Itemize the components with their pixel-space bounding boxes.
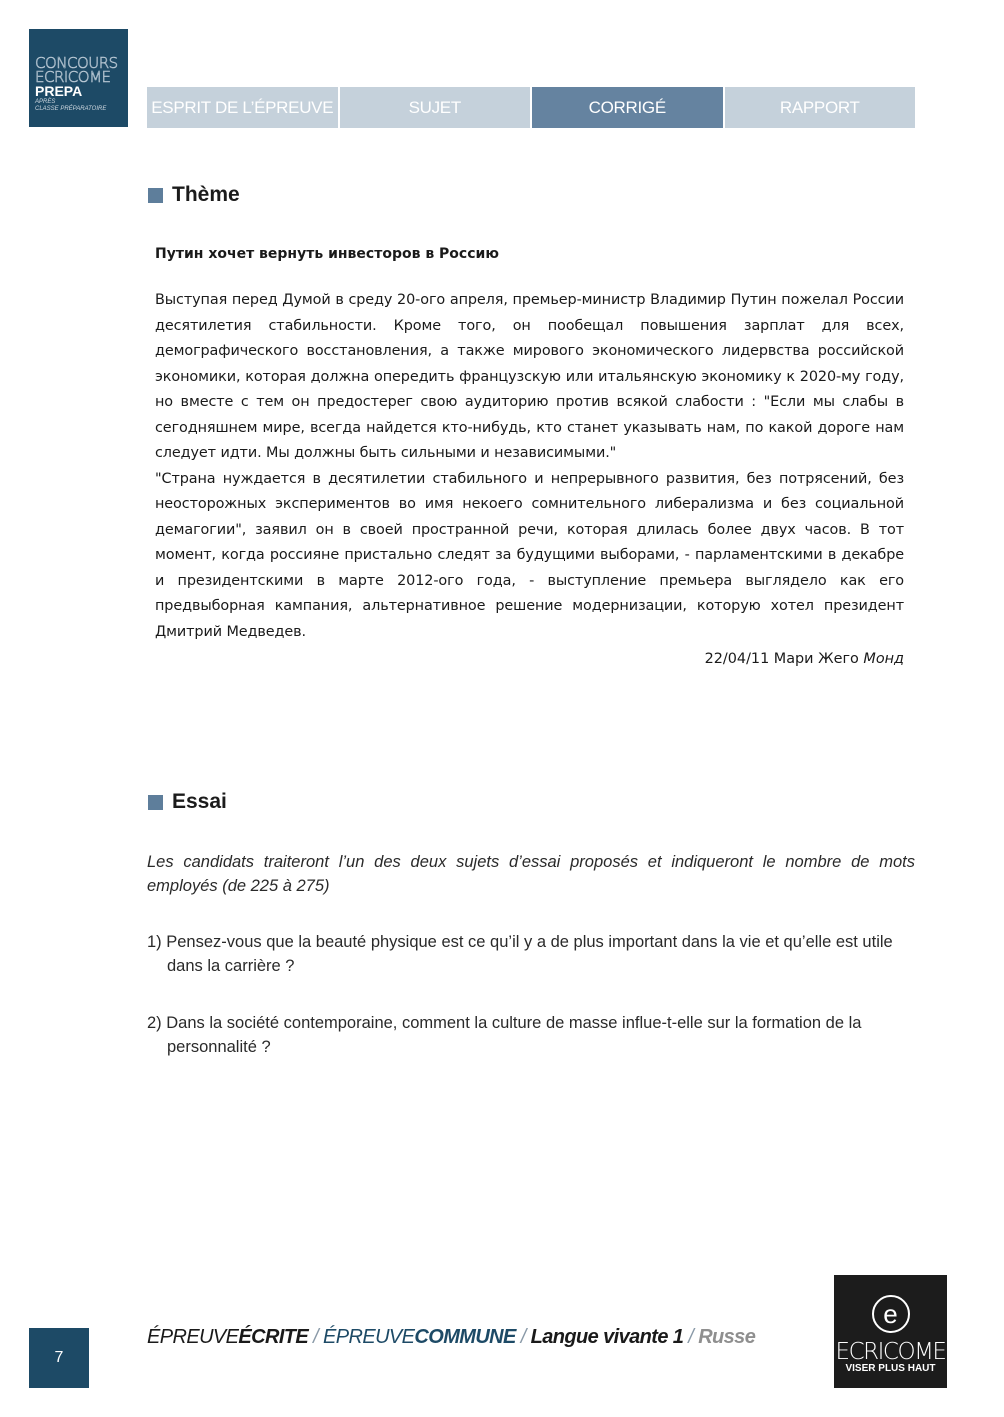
footer-ecrite: ÉCRITE (238, 1326, 309, 1348)
essai-question-2-block (147, 1011, 915, 1059)
article-headline: Путин хочет вернуть инвесторов в Россию (155, 246, 499, 262)
ecricome-prepa-logo (29, 29, 128, 127)
section-tabs (147, 87, 915, 128)
square-bullet-icon (148, 188, 163, 203)
article-paragraph-1: Выступая перед Думой в среду 20-ого апреля, премьер-министр Владимир Путин пожелал России десятилетия стабильности. Кроме того, он пообещал повышения зарплат для всех, демографического восстановления, а также мирового экономического лидервства российской экономики, которая должна опередить французскую или итальянскую экономику к 2020-му году, но вместе с тем он предостерег свою аудиторию против всякой слабости : "Если мы слабы в сегодняшнем мире, всегда найдется кто-нибудь, кто станет указывать нам, по какой дороге нам следует идти. Мы должны быть сильными и независимыми." (155, 292, 904, 461)
ecricome-logo-tagline: VISER PLUS HAUT (845, 1363, 936, 1374)
article-signature (155, 647, 904, 673)
logo-line-classe: CLASSE PRÉPARATOIRE (35, 106, 107, 112)
essai-question-1: 1) Pensez-vous que la beauté physique est ce qu’il y a de plus important dans la vie et qu’elle est utile dans la carrière ? (147, 933, 893, 975)
theme-heading (148, 183, 240, 207)
footer-breadcrumb (147, 1326, 755, 1349)
logo-line-ecricome: ECRICOME (35, 68, 111, 86)
essai-question-1-block (147, 930, 915, 978)
square-bullet-icon (148, 795, 163, 810)
ecricome-logo-name: ECRICOME (835, 1339, 946, 1365)
logo-line-prepa: PREPA (35, 83, 83, 99)
ecricome-logo (834, 1275, 947, 1388)
footer-separator: / (308, 1326, 324, 1348)
tab-sujet[interactable]: SUJET (340, 87, 531, 128)
footer-epreuve-2: ÉPREUVE (323, 1326, 415, 1348)
footer-commune: COMMUNE (414, 1326, 516, 1348)
tab-esprit[interactable]: ESPRIT DE L’ÉPREUVE (147, 87, 338, 128)
ecricome-e-icon: e (872, 1295, 910, 1333)
footer-langue: Langue vivante 1 (530, 1326, 684, 1348)
theme-article (155, 246, 904, 673)
essai-question-2: 2) Dans la société contemporaine, comment la culture de masse influe-t-elle sur la formation de la personnalité ? (147, 1014, 862, 1056)
logo-line-concours: CONCOURS (35, 54, 118, 72)
tab-corrige[interactable]: CORRIGÉ (532, 87, 723, 128)
signature-text: 22/04/11 Мари Жего (704, 651, 859, 667)
footer-epreuve: ÉPREUVE (147, 1326, 239, 1348)
article-paragraph-2: "Страна нуждается в десятилетии стабильного и непрерывного развития, без потрясений, без неосторожных экспериментов во имя некоего сомнительного либерализма и без социальной демагогии", заявил он в своей пространной речи, которая длилась более двух часов. В тот момент, когда россияне пристально следят за будущими выборами, - парламентскими в декабре и президентскими в марте 2012-ого года, - выступление премьера выглядело как его предвыборная кампания, альтернативное решение модернизации, которую хотел президент Дмитрий Медведев. (155, 470, 904, 640)
essai-instructions: Les candidats traiteront l’un des deux sujets d’essai proposés et indiqueront le nombre de mots employés (de 225 à 275) (147, 853, 915, 895)
footer-separator: / (515, 1326, 531, 1348)
tab-rapport[interactable]: RAPPORT (725, 87, 916, 128)
theme-heading-text: Thème (172, 183, 240, 206)
signature-source: Монд (863, 651, 904, 667)
footer-separator: / (683, 1326, 699, 1348)
essai-instructions-block (147, 850, 915, 898)
page-number: 7 (29, 1328, 89, 1388)
footer-russe: Russe (698, 1326, 756, 1348)
essai-heading-text: Essai (172, 790, 227, 813)
logo-line-apres: APRÈS (35, 99, 56, 105)
essai-heading (148, 790, 227, 814)
